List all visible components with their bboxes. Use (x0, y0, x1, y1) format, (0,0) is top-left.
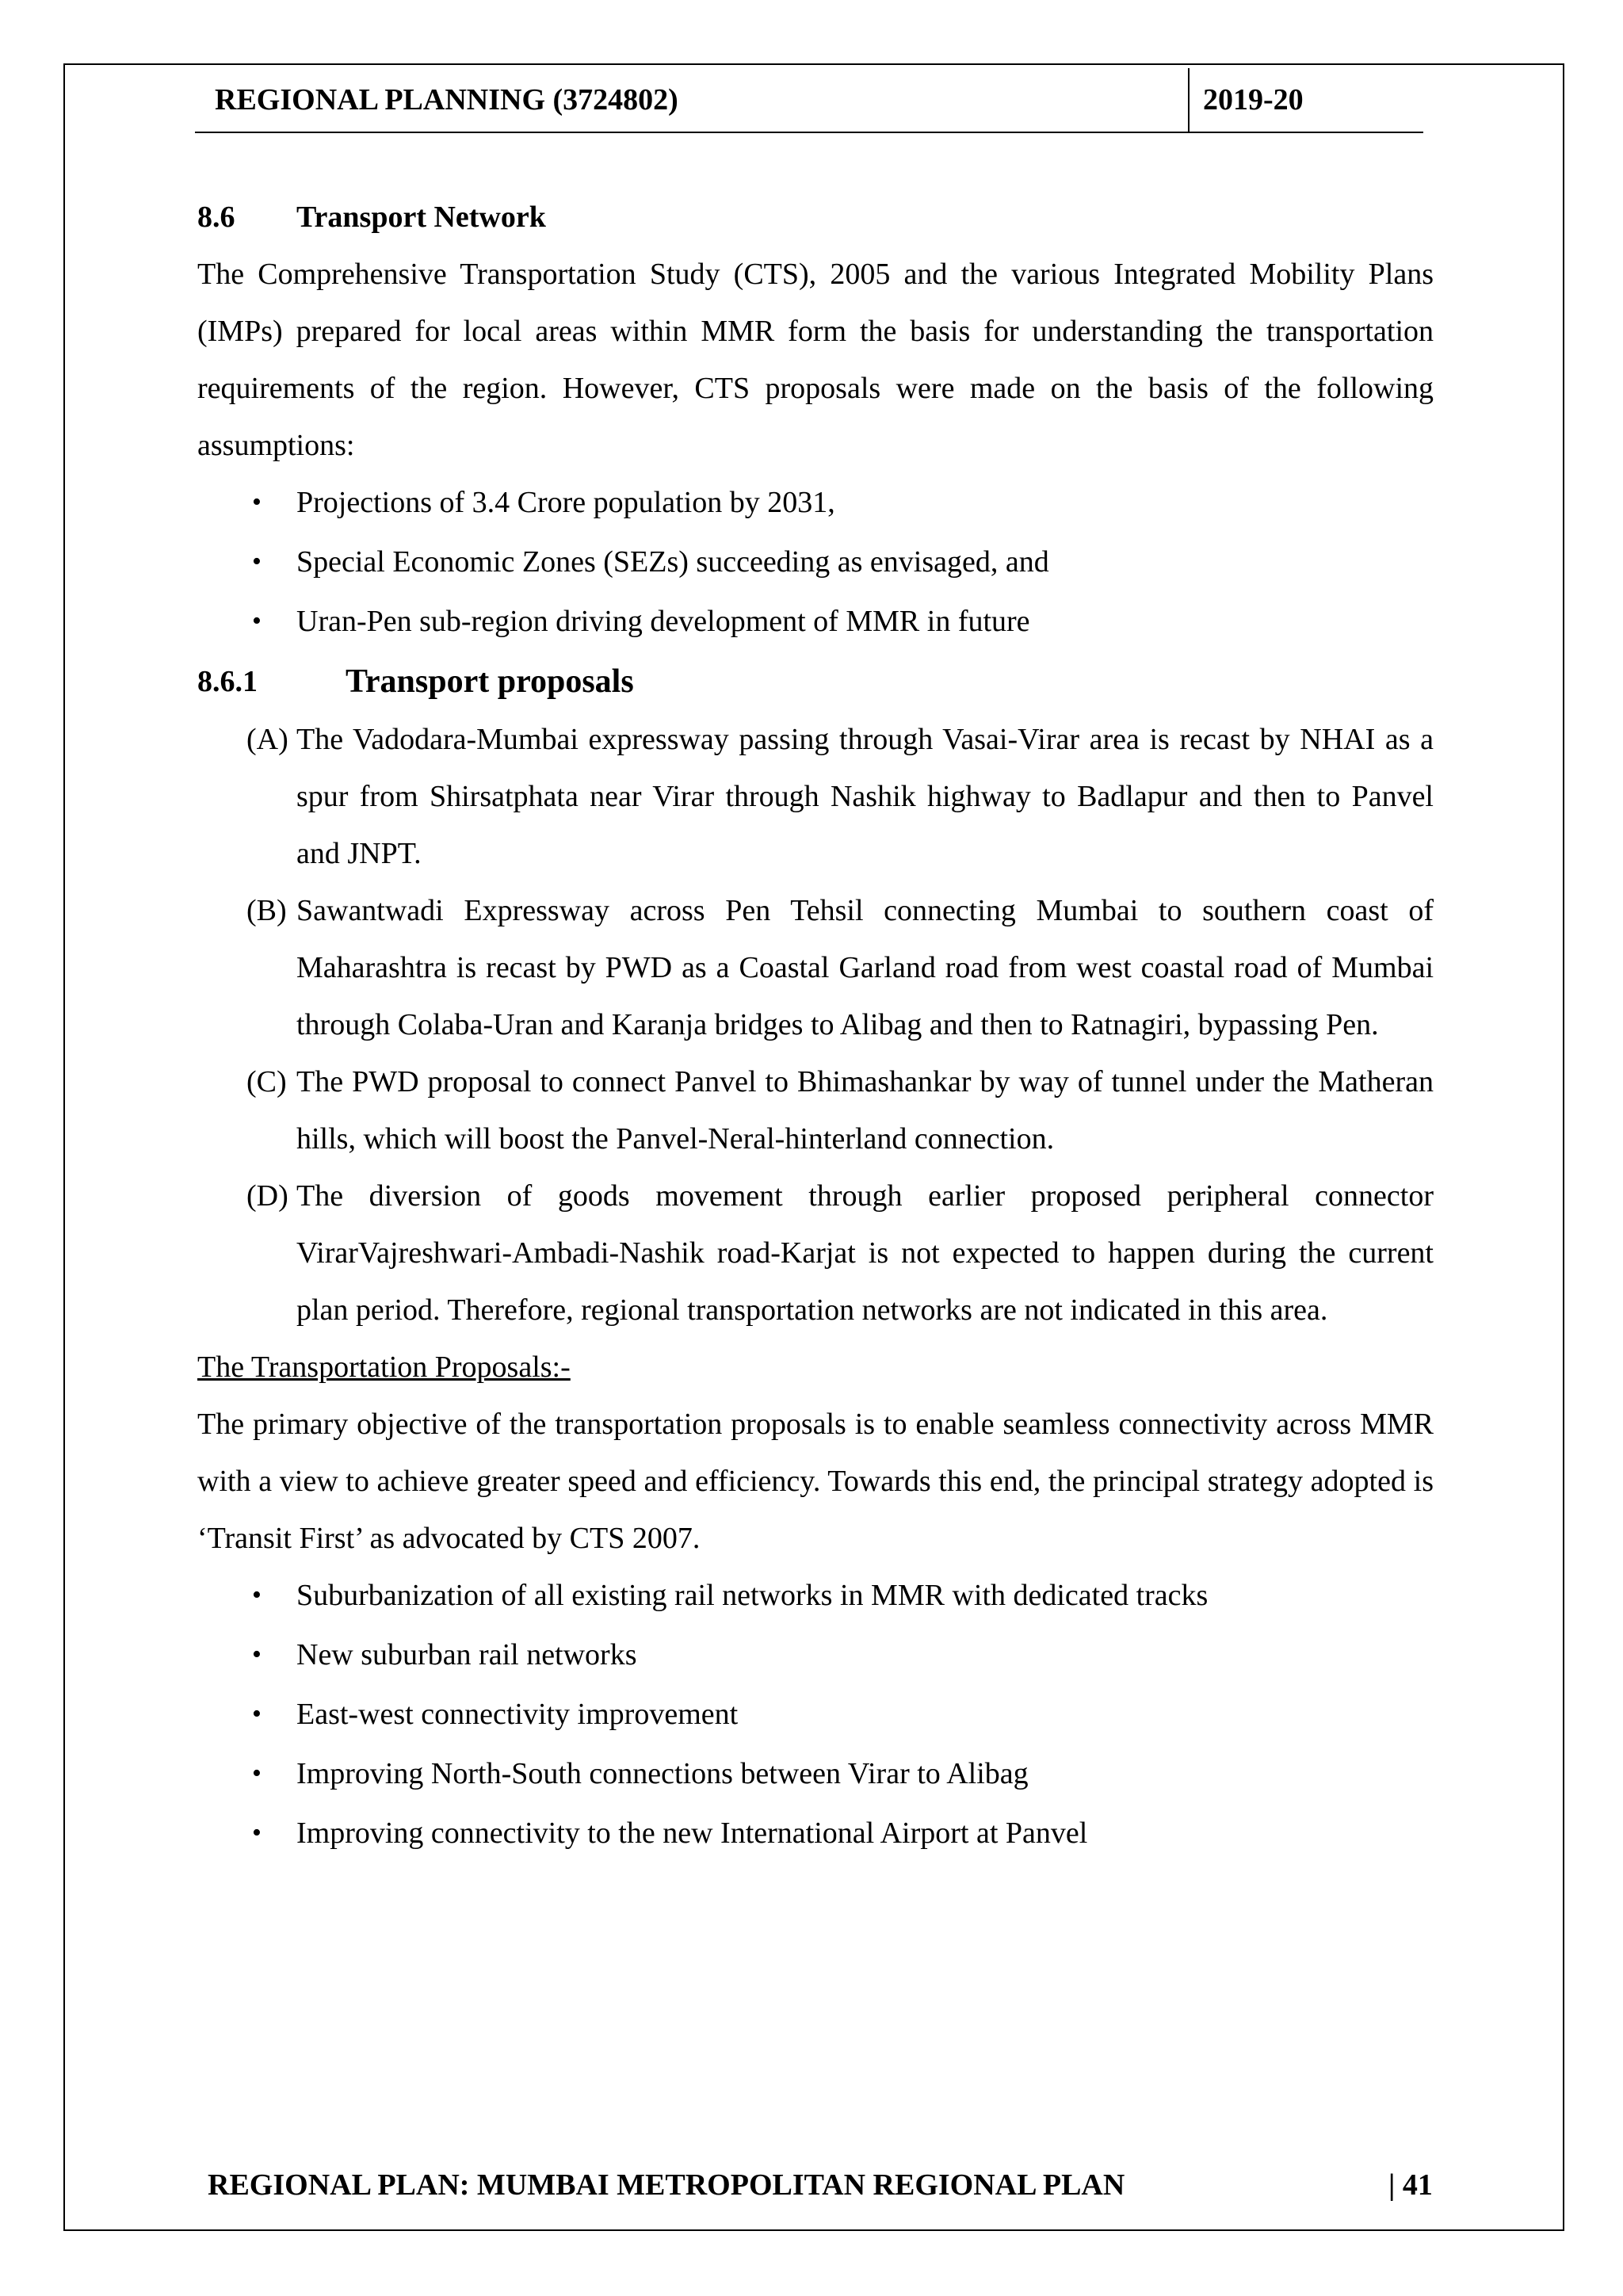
section-title: Transport Network (296, 201, 546, 234)
proposal-label: (A) (246, 723, 288, 756)
list-item: • New suburban rail networks (197, 1626, 1434, 1686)
section-intro: The Comprehensive Transportation Study (CTS), 2005 and the various Integrated Mobility Plans (IMPs) prepared for local areas within MMR form the basis for understanding the transportation requirements of the region. However, CTS proposals were made on the basis of the following assumptions: (197, 258, 1434, 462)
transport-proposals-list (197, 1567, 1434, 1864)
header-year: 2019-20 (1203, 83, 1304, 117)
proposal-item (197, 711, 1434, 882)
page-content (197, 189, 1434, 1864)
bullet-icon: • (252, 606, 262, 636)
list-item: • Uran-Pen sub-region driving development of MMR in future (197, 593, 1434, 652)
list-item: • Suburbanization of all existing rail networks in MMR with dedicated tracks (197, 1567, 1434, 1626)
subsection-number: 8.6.1 (197, 665, 258, 698)
assumption-list (197, 474, 1434, 652)
proposal-text: Sawantwadi Expressway across Pen Tehsil connecting Mumbai to southern coast of Maharashtra is recast by PWD as a Coastal Garland road from west coastal road of Mumbai through Colaba-Uran and Karanja bridges to Alibag and then to Ratnagiri, bypassing Pen. (296, 894, 1434, 1041)
header-divider (1188, 68, 1190, 133)
proposal-text: The Vadodara-Mumbai expressway passing through Vasai-Virar area is recast by NHAI as a spur from Shirsatphata near Virar through Nashik highway to Badlapur and then to Panvel and JNPT. (296, 723, 1434, 870)
page-number: | 41 (1388, 2168, 1433, 2202)
bullet-icon: • (252, 1759, 262, 1788)
transport-proposals-heading: The Transportation Proposals:- (197, 1350, 571, 1384)
proposal-label: (B) (246, 894, 287, 927)
section-number: 8.6 (197, 201, 235, 234)
page-footer (208, 2168, 1444, 2202)
proposal-text: The PWD proposal to connect Panvel to Bhimashankar by way of tunnel under the Matheran hills, which will boost the Panvel-Neral-hinterland connection. (296, 1065, 1434, 1156)
list-item: • Improving connectivity to the new International Airport at Panvel (197, 1805, 1434, 1864)
proposal-item (197, 882, 1434, 1053)
subsection-title: Transport proposals (346, 663, 634, 700)
bullet-icon: • (252, 547, 262, 576)
section-heading (197, 189, 1434, 246)
proposal-label: (D) (246, 1179, 288, 1213)
transport-proposals-text: The primary objective of the transportation proposals is to enable seamless connectivity across MMR with a view to achieve greater speed and efficiency. Towards this end, the principal strategy adopted is ‘Transit First’ as advocated by CTS 2007. (197, 1408, 1434, 1555)
list-item: • East-west connectivity improvement (197, 1686, 1434, 1745)
bullet-icon: • (252, 1640, 262, 1669)
bullet-icon: • (252, 1699, 262, 1729)
footer-title: REGIONAL PLAN: MUMBAI METROPOLITAN REGIONAL PLAN (208, 2168, 1125, 2202)
proposal-item (197, 1053, 1434, 1167)
proposal-item (197, 1167, 1434, 1339)
bullet-icon: • (252, 1580, 262, 1610)
list-item: • Improving North-South connections between Virar to Alibag (197, 1745, 1434, 1805)
header-title: REGIONAL PLANNING (3724802) (215, 83, 678, 117)
page-header (195, 68, 1423, 133)
list-item: • Special Economic Zones (SEZs) succeeding as envisaged, and (197, 533, 1434, 593)
bullet-icon: • (252, 487, 262, 517)
subsection-heading (197, 652, 1434, 711)
list-item: • Projections of 3.4 Crore population by 2031, (197, 474, 1434, 533)
proposal-label: (C) (246, 1065, 287, 1098)
bullet-icon: • (252, 1818, 262, 1847)
proposal-text: The diversion of goods movement through earlier proposed peripheral connector VirarVajreshwari-Ambadi-Nashik road-Karjat is not expected to happen during the current plan period. Therefore, regional transportation networks are not indicated in this area. (296, 1179, 1434, 1327)
